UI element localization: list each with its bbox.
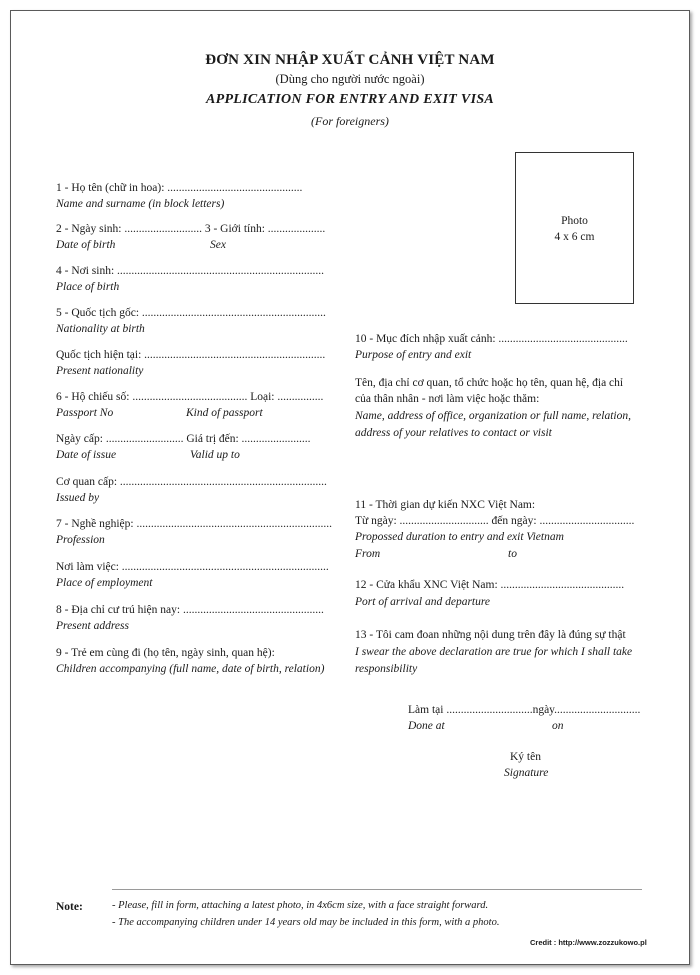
- field-on-label-en: on: [552, 720, 564, 732]
- field-full-name: 1 - Họ tên (chữ in hoa): ...............................................: [56, 182, 303, 194]
- declaration-vi: 13 - Tôi cam đoan những nội dung trên đây là đúng sự thật: [355, 629, 626, 641]
- field-purpose: 10 - Mục đích nhập xuất cảnh: .............................................: [355, 333, 628, 345]
- field-duration-title: 11 - Thời gian dự kiến NXC Việt Nam:: [355, 499, 536, 511]
- note-line-2: - The accompanying children under 14 years old may be included in this form, with a photo.: [112, 917, 500, 928]
- field-duration-from-label-en: From: [355, 548, 381, 560]
- field-contact-label-en-1: Name, address of office, organization or full name, relation,: [355, 410, 631, 422]
- field-profession: 7 - Nghề nghiệp: ....................................................................: [56, 518, 332, 530]
- field-duration-to-label-en: to: [508, 548, 517, 560]
- field-passport: 6 - Hộ chiếu số: ........................................ Loại: ................: [56, 391, 324, 403]
- field-place-of-birth: 4 - Nơi sinh: ........................................................................: [56, 265, 325, 277]
- field-present-nationality-label-en: Present nationality: [56, 365, 144, 377]
- signature-label-en: Signature: [504, 767, 549, 779]
- field-port-label-en: Port of arrival and departure: [355, 596, 491, 608]
- declaration-en-2: responsibility: [355, 663, 418, 675]
- signature-label-vi: Ký tên: [510, 751, 541, 763]
- photo-placeholder: [515, 152, 634, 304]
- field-contact-label-en-2: address of your relatives to contact or visit: [355, 427, 552, 439]
- field-nationality-at-birth: 5 - Quốc tịch gốc: ................................................................: [56, 307, 326, 319]
- field-issued-by: Cơ quan cấp: ........................................................................: [56, 476, 327, 488]
- field-place-of-birth-label-en: Place of birth: [56, 281, 120, 293]
- note-line-1: - Please, fill in form, attaching a latest photo, in 4x6cm size, with a face straight forward.: [112, 900, 489, 911]
- field-present-address-label-en: Present address: [56, 620, 129, 632]
- field-sex-label-en: Sex: [210, 239, 226, 251]
- field-children-accompanying: 9 - Trẻ em cùng đi (họ tên, ngày sinh, quan hệ):: [56, 647, 275, 659]
- field-contact-line-2: của thân nhân - nơi làm việc hoặc thăm:: [355, 393, 540, 405]
- field-dob-label-en: Date of birth: [56, 239, 116, 251]
- photo-label: Photo: [561, 215, 588, 227]
- field-full-name-label-en: Name and surname (in block letters): [56, 198, 225, 210]
- declaration-en-1: I swear the above declaration are true for which I shall take: [355, 646, 633, 658]
- form-subtitle-english: (For foreigners): [311, 114, 389, 128]
- field-profession-label-en: Profession: [56, 534, 105, 546]
- field-duration-from-to: Từ ngày: ............................... đến ngày: .................................: [355, 515, 635, 527]
- field-date-of-issue-label-en: Date of issue: [56, 449, 117, 461]
- field-duration-label-en: Propossed duration to entry and exit Vietnam: [355, 531, 564, 543]
- field-done-at-label-en: Done at: [408, 720, 445, 732]
- field-valid-up-to-label-en: Valid up to: [190, 449, 240, 461]
- field-place-of-employment: Nơi làm việc: ........................................................................: [56, 561, 329, 573]
- field-present-address: 8 - Địa chỉ cư trú hiện nay: .................................................: [56, 604, 324, 616]
- note-divider: [112, 889, 642, 890]
- field-done-at-on: Làm tại ..............................ngày..............................: [408, 704, 641, 716]
- field-contact-line-1: Tên, địa chỉ cơ quan, tổ chức hoặc họ tên, quan hệ, địa chỉ: [355, 377, 624, 389]
- field-present-nationality: Quốc tịch hiện tại: ...............................................................: [56, 349, 326, 361]
- field-port: 12 - Cửa khẩu XNC Việt Nam: ...........................................: [355, 579, 625, 591]
- field-kind-of-passport-label-en: Kind of passport: [186, 407, 263, 419]
- field-passport-no-label-en: Passport No: [56, 407, 114, 419]
- field-issue-valid: Ngày cấp: ........................... Giá trị đến: ........................: [56, 433, 311, 445]
- form-title-english: APPLICATION FOR ENTRY AND EXIT VISA: [205, 92, 495, 107]
- note-label: Note:: [56, 901, 83, 913]
- field-dob-sex: 2 - Ngày sinh: ........................... 3 - Giới tính: ....................: [56, 223, 326, 235]
- credit-text: Credit : http://www.zozzukowo.pl: [530, 938, 647, 947]
- field-purpose-label-en: Purpose of entry and exit: [355, 349, 472, 361]
- form-title-vietnamese: ĐƠN XIN NHẬP XUẤT CẢNH VIỆT NAM: [205, 52, 495, 68]
- form-subtitle-vietnamese: (Dùng cho người nước ngoài): [275, 72, 425, 86]
- photo-size: 4 x 6 cm: [554, 231, 595, 243]
- field-children-accompanying-label-en: Children accompanying (full name, date of birth, relation): [56, 663, 325, 675]
- field-place-of-employment-label-en: Place of employment: [56, 577, 153, 589]
- field-nationality-at-birth-label-en: Nationality at birth: [56, 323, 145, 335]
- field-issued-by-label-en: Issued by: [56, 492, 100, 504]
